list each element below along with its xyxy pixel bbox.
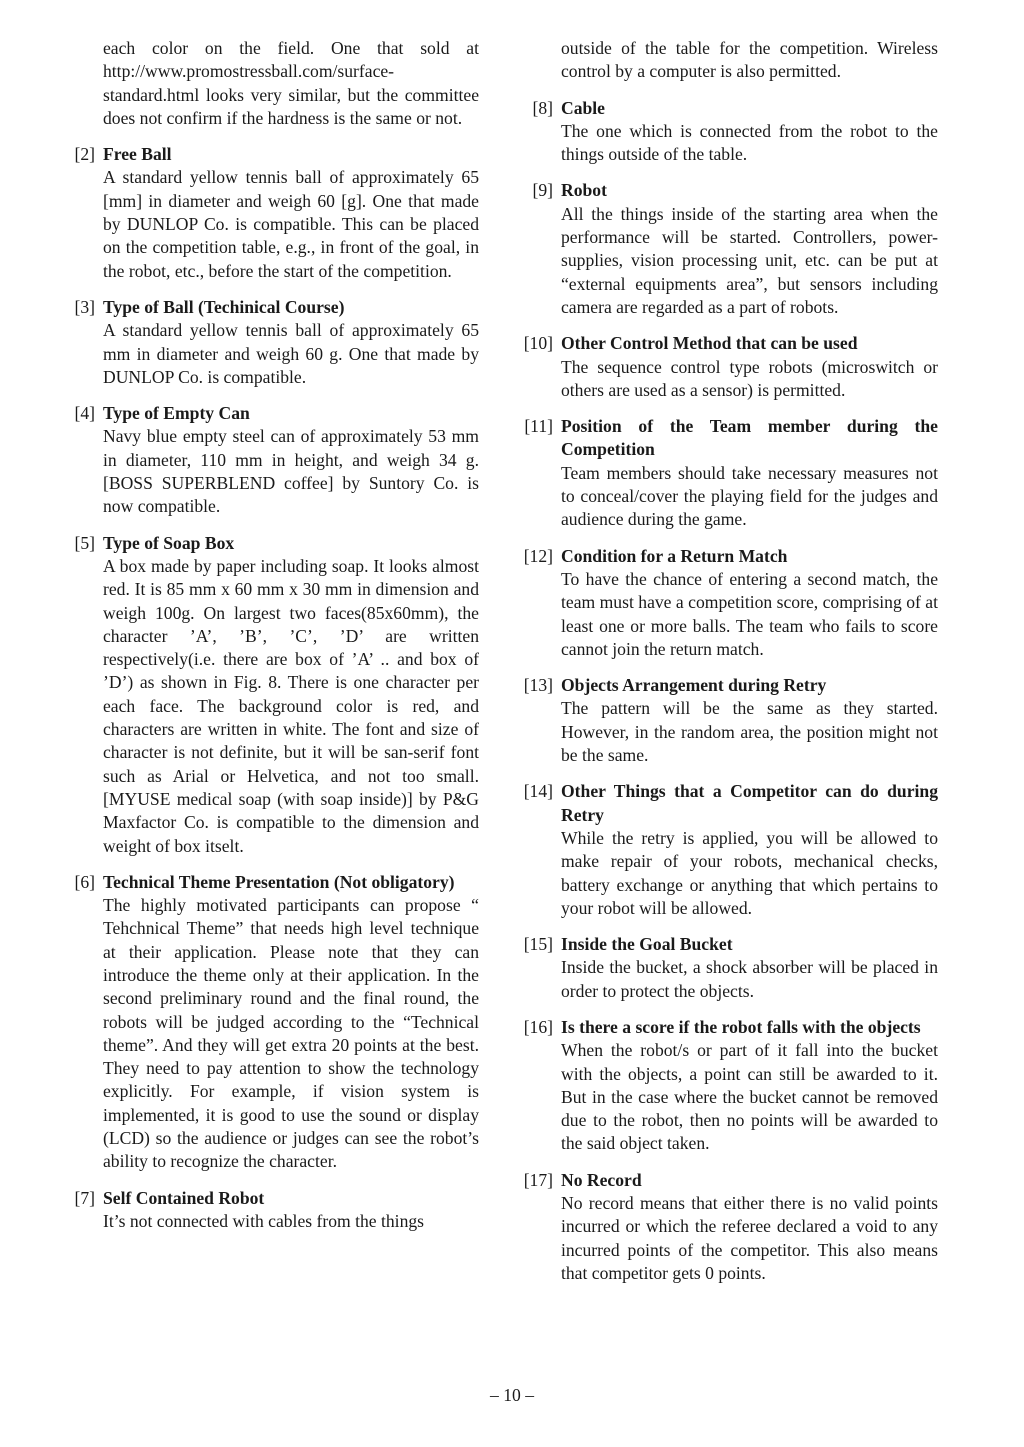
- item-body: The sequence control type robots (microswitch or others are used as a sensor) is permitted.: [561, 356, 938, 400]
- rule-item-16: [523, 1016, 938, 1156]
- item-body: When the robot/s or part of it fall into the bucket with the objects, a point can still be awarded to it. But in the case where the bucket cannot be removed due to the robot, then no points will be awarded to the said object taken.: [561, 1040, 938, 1154]
- item-title: Robot: [561, 180, 607, 201]
- rule-item-5: [74, 532, 479, 858]
- item-body: No record means that either there is no valid points incurred or which the referee declared a void to any incurred points of the competitor. This also means that competitor gets 0 points.: [561, 1193, 938, 1283]
- item-title: Position of the Team member during the Competition: [561, 416, 938, 460]
- item-title: No Record: [561, 1169, 642, 1190]
- item-number: [6]: [74, 871, 95, 892]
- item-number: [8]: [532, 97, 553, 118]
- rule-item-17: [523, 1169, 938, 1285]
- item-number: [10]: [523, 333, 553, 354]
- item-number: [5]: [74, 532, 95, 553]
- item-body: Navy blue empty steel can of approximately 53 mm in diameter, 110 mm in height, and weigh 34 g. [BOSS SUPERBLEND coffee] by Suntory Co. is now compatible.: [103, 426, 479, 517]
- item-number: [11]: [524, 416, 553, 437]
- rule-item-2: [74, 143, 479, 283]
- item-body: A standard yellow tennis ball of approximately 65 mm in diameter and weigh 60 g. One that made by DUNLOP Co. is compatible.: [103, 320, 479, 387]
- rule-item-10: [523, 332, 938, 402]
- rule-item-13: [523, 674, 938, 767]
- item-number: [16]: [523, 1016, 553, 1037]
- item-title: Type of Soap Box: [103, 532, 235, 553]
- item-body: It’s not connected with cables from the things: [103, 1210, 425, 1231]
- item-number: [14]: [523, 781, 553, 802]
- item-title: Condition for a Return Match: [561, 545, 788, 566]
- rule-item-14: [523, 780, 938, 920]
- item-body: The one which is connected from the robot to the things outside of the table.: [561, 120, 938, 165]
- item-number: [15]: [523, 934, 553, 955]
- item-body: Inside the bucket, a shock absorber will be placed in order to protect the objects.: [561, 957, 938, 1001]
- item-title: Objects Arrangement during Retry: [561, 675, 827, 696]
- page-number: – 10 –: [490, 1385, 534, 1405]
- item-body: A standard yellow tennis ball of approximately 65 [mm] in diameter and weigh 60 [g]. One that made by DUNLOP Co. is compatible. This can be placed on the competition table, e.g., in front of the goal, in the robot, etc., before the start of the competition.: [103, 167, 479, 281]
- rule-item-12: [523, 545, 938, 661]
- rule-item-9: [532, 179, 938, 319]
- left-column: [74, 37, 479, 1233]
- item-number: [9]: [532, 180, 553, 201]
- item-number: [17]: [523, 1169, 553, 1190]
- item-number: [4]: [74, 403, 95, 424]
- item-body: To have the chance of entering a second match, the team must have a competition score, comprising of at least one or more balls. The team who fails to score cannot join the return match.: [561, 568, 938, 659]
- rule-item-7: [74, 1187, 479, 1234]
- continuation-paragraph: each color on the field. One that sold at http://www.promostressball.com/surface-standard.html looks very similar, but the committee does not confirm if the hardness is the same or not.: [103, 38, 479, 128]
- item-body: A box made by paper including soap. It looks almost red. It is 85 mm x 60 mm x 30 mm in dimension and weigh 100g. On largest two faces(85x60mm), the character ’A’, ’B’, ’C’, ’D’ are written respectively(i.e. there are box of ’A’ .. and box of ’D’) as shown in Fig. 8. There is one character per each face. The background color is red, and characters are written in white. The font and size of character is not definite, but it will be san-serif font such as Arial or Helvetica, and not too small. [MYUSE medical soap (with soap inside)] by P&G Maxfactor Co. is compatible to the dimension and weight of box itselt.: [103, 555, 479, 856]
- item-number: [3]: [74, 296, 95, 317]
- item-number: [13]: [523, 675, 553, 696]
- item-title: Self Contained Robot: [103, 1187, 265, 1208]
- item-title: Is there a score if the robot falls with the objects: [561, 1016, 921, 1037]
- rule-item-15: [523, 933, 938, 1003]
- item-title: Other Control Method that can be used: [561, 333, 858, 354]
- rule-item-4: [74, 402, 479, 518]
- item-number: [12]: [523, 545, 553, 566]
- item-title: Type of Empty Can: [103, 403, 250, 424]
- rule-item-6: [74, 871, 479, 1174]
- item-body: Team members should take necessary measures not to conceal/cover the playing field for the judges and audience during the game.: [561, 462, 938, 530]
- item-body: While the retry is applied, you will be allowed to make repair of your robots, mechanical checks, battery exchange or anything that which pertains to your robot will be allowed.: [561, 827, 938, 918]
- item-title: Type of Ball (Techinical Course): [103, 296, 345, 317]
- item-body: The highly motivated participants can propose “ Tehchnical Theme” that needs high level technique at their application. Please note that they can introduce the theme only at their application. In the second preliminary round and the final round, the robots will be judged according to the “Technical theme”. And they will get extra 20 points at the best. They need to pay attention to show the technology explicitly. For example, if vision system is implemented, it is good to use the sound or display (LCD) so the audience or judges can see the robot’s ability to recognize the character.: [103, 895, 479, 1172]
- item-title: Inside the Goal Bucket: [561, 934, 733, 955]
- rule-item-3: [74, 296, 479, 389]
- continuation-paragraph: outside of the table for the competition. Wireless control by a computer is also permitted.: [561, 38, 938, 82]
- item-title: Free Ball: [103, 144, 172, 165]
- item-body: All the things inside of the starting area when the performance will be started. Controllers, power-supplies, vision processing unit, etc. can be put at “external equipments area”, but sensors including camera are regarded as a part of robots.: [561, 203, 938, 317]
- rule-item-8: [532, 97, 938, 167]
- rule-item-11: [524, 415, 938, 531]
- item-number: [2]: [74, 144, 95, 165]
- item-number: [7]: [74, 1187, 95, 1208]
- right-column: [523, 37, 938, 1285]
- item-title: Cable: [561, 97, 605, 118]
- item-body: The pattern will be the same as they started. However, in the random area, the position might not be the same.: [561, 698, 938, 766]
- item-title: Technical Theme Presentation (Not obligatory): [103, 871, 455, 892]
- item-title: Other Things that a Competitor can do during Retry: [561, 781, 938, 825]
